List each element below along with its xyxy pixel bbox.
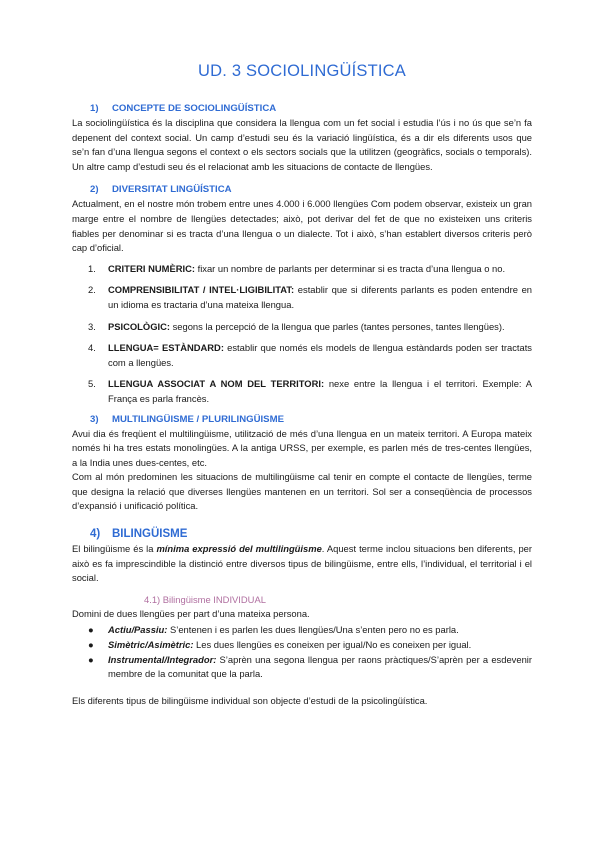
item-term: Instrumental/Integrador: [108,653,217,665]
list-item [72,320,532,335]
item-text: establir que només els models de llengua estàndards poden ser tractats com a llengües. [108,342,532,368]
section-2-heading [72,184,532,195]
bullet-icon: ● [88,653,94,665]
page-title: UD. 3 SOCIOLINGÜÍSTICA [198,62,406,80]
section-title: BILINGÜISME [112,528,188,541]
section-number: 3) [90,413,99,425]
item-number: 3. [88,320,96,332]
item-term: LLENGUA ASSOCIAT A NOM DEL TERRITORI: [108,378,325,390]
item-number: 1. [88,262,96,274]
item-text: establir que si diferents parlants es poden entendre en un idioma es tractaria d’una mateixa llengua. [108,284,532,310]
body-text: El bilingüisme és la [72,543,157,555]
section-3-body-2: Com al món predominen les situacions de multilingüisme cal tenir en compte el contacte de llengües, terme que designa la relació que diverses llengües mantenen en un territori. Sol ser a conseqüència de processos d’expansió i unificació política. [72,471,532,512]
body-text: . Aquest terme inclou situacions ben diferents, per això es fa imprescindible la distinció entre diversos tipus de bilingüisme, entre ells, l’individual, el territorial i el social. [72,543,532,584]
subsection-body: Domini de dues llengües per part d’una mateixa persona. [72,607,310,619]
section-1-heading [72,103,532,114]
section-2-body: Actualment, en el nostre món trobem entre unes 4.000 i 6.000 llengües Com podem observar, existeix un gran marge entre el nombre de llengües detectades; això, pot derivar del fet de que no existeixen uns criteris fiables per denominar si es tracta d’una llengua o un dialecte. Tot i això, s’han establert diversos criteris però cap d’oficial. [72,198,532,254]
section-title: DIVERSITAT LINGÜÍSTICA [112,184,232,196]
item-term: LLENGUA= ESTÀNDARD: [108,342,224,354]
emphasis-text: mínima expressió del multilingüisme [156,543,322,555]
list-item [72,623,532,638]
section-title: CONCEPTE DE SOCIOLINGÜÍSTICA [112,103,277,114]
bilingualism-types-list [72,623,532,681]
list-item [72,262,532,277]
item-text: segons la percepció de la llengua que parles (tantes persones, tantes llengües). [169,320,505,332]
item-number: 5. [88,378,96,390]
bullet-icon: ● [88,639,94,651]
item-term: COMPRENSIBILITAT / INTEL·LIGIBILITAT: [108,284,295,296]
item-term: PSICOLÒGIC: [108,320,170,332]
item-text: nexe entre la llengua i el territori. Exemple: A França es parla francès. [108,378,532,404]
list-item [72,283,532,312]
list-item [72,341,532,370]
item-term: Simètric/Asimètric: [108,639,194,651]
item-text: fixar un nombre de parlants per determinar si es tracta d’una llengua o no. [194,262,506,274]
list-item [72,638,532,653]
section-3-heading [72,414,532,425]
list-item [72,377,532,406]
item-text: S’entenen i es parlen les dues llengües/Una s’enten pero no es parla. [167,624,459,636]
section-4-heading [72,528,532,540]
subsection-heading: 4.1) Bilingüisme INDIVIDUAL [144,593,266,605]
section-4-body [72,542,532,586]
section-title: MULTILINGÜISME / PLURILINGÜISME [112,413,284,425]
item-number: 4. [88,342,96,354]
item-text: Les dues llengües es coneixen per igual/No es coneixen per igual. [193,639,472,651]
bullet-icon: ● [88,624,94,636]
document-page [72,62,532,708]
section-3-body-1: Avui dia és freqüent el multilingüisme, utilització de més d’una llengua en un mateix territori. A Europa mateix només hi ha tres estats monolingües. A la antiga URSS, per exemple, es parlen més de tres-centes llengües, a la India unes dues-centes, etc. [72,427,532,468]
list-item [72,653,532,682]
section-1-body: La sociolingüística és la disciplina que considera la llengua com un fet social i estudia l’ús i no ús que se’n fa depenent del context social. Un camp d’estudi seu és la variació lingüística, és a dir els diferents usos que se’n fan d’una llengua segons el context o els sectors socials que la utilitzen (geogràfics, socials o temporals). Un altre camp d’estudi seu és el relacionat amb les situacions de contacte de llengües. [72,117,532,172]
item-number: 2. [88,284,96,296]
section-number: 1) [90,103,99,114]
closing-paragraph: Els diferents tipus de bilingüisme individual son objecte d’estudi de la psicolingüística. [72,694,428,706]
section-number: 2) [90,184,99,196]
criteria-list [72,262,532,407]
section-number: 4) [90,528,101,541]
item-term: Actiu/Passiu: [108,624,168,636]
item-term: CRITERI NUMÈRIC: [108,262,195,274]
item-text: S’aprèn una segona llengua per raons pràctiques/S’aprèn per a esdevenir membre de la comunitat que la parla. [108,653,532,680]
